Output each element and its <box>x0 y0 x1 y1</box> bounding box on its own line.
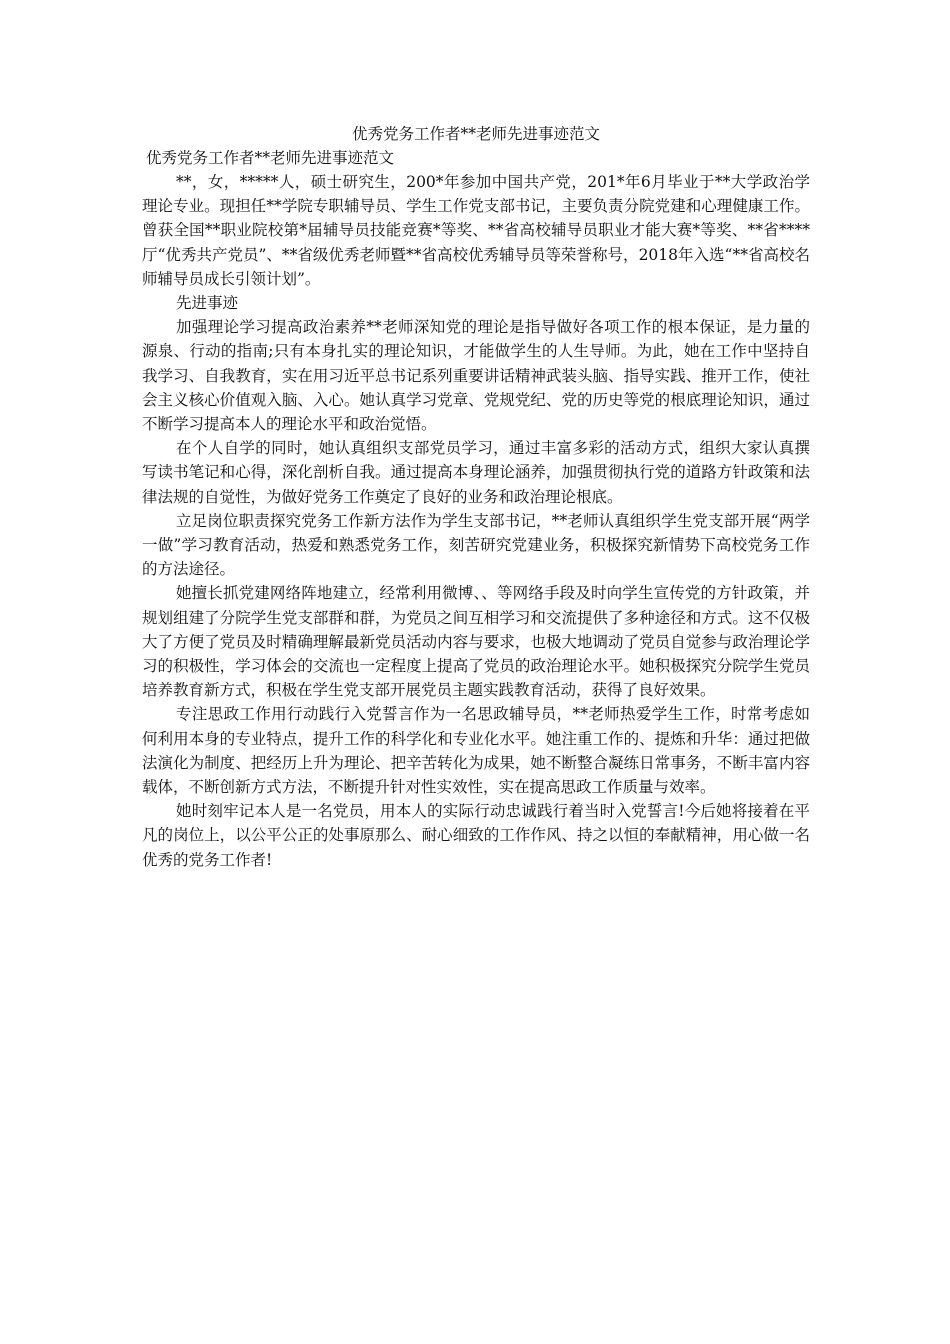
paragraph-branch-study: 在个人自学的同时，她认真组织支部党员学习，通过丰富多彩的活动方式，组织大家认真撰写读书笔记和心得，深化剖析自我。通过提高本身理论涵养，加强贯彻执行党的道路方针政策和法律法规的自觉性，为做好党务工作奠定了良好的业务和政治理论根底。 <box>142 439 810 506</box>
paragraph-ideological-work: 专注思政工作用行动践行入党誓言作为一名思政辅导员，**老师热爱学生工作，时常考虑如何利用本身的专业特点，提升工作的科学化和专业化水平。她注重工作的、提炼和升华：通过把做法演化为制度、把经历上升为理论、把辛苦转化为成果，她不断整合凝练日常事务，不断丰富内容载体，不断创新方式方法，不断提升针对性实效性，实在提高思政工作质量与效率。 <box>142 705 810 797</box>
paragraph-post-duty: 立足岗位职责探究党务工作新方法作为学生支部书记，**老师认真组织学生党支部开展“两学一做”学习教育活动，热爱和熟悉党务工作，刻苦研究党建业务，积极探究新情势下高校党务工作的方法途径。 <box>142 511 810 579</box>
paragraph-closing: 她时刻牢记本人是一名党员，用本人的实际行动忠诚践行着当时入党誓言!今后她将接着在平凡的岗位上，以公平公正的处事原那么、耐心细致的工作作风、持之以恒的奉献精神，用心做一名优秀的党务工作者! <box>142 802 810 869</box>
paragraph-network: 她擅长抓党建网络阵地建立，经常利用微博、、等网络手段及时向学生宣传党的方针政策，并规划组建了分院学生党支部群和群，为党员之间互相学习和交流提供了多种途径和方式。这不仅极大了方便了党员及时精确理解最新党员活动内容与要求，也极大地调动了党员自觉参与政治理论学习的积极性，学习体会的交流也一定程度上提高了党员的政治理论水平。她积极探究分院学生党员培养教育新方式，积极在学生党支部开展党员主题实践教育活动，获得了良好效果。 <box>142 584 810 700</box>
document-page <box>142 122 810 872</box>
paragraph-intro: **，女，*****人，硕士研究生，200*年参加中国共产党，201*年6月毕业于**大学政治学理论专业。现担任**学院专职辅导员、学生工作党支部书记，主要负责分院党建和心理健康工作。曾获全国**职业院校第*届辅导员技能竞赛*等奖、**省高校辅导员职业才能大赛*等奖、**省****厅“优秀共产党员”、**省级优秀老师暨**省高校优秀辅导员等荣誉称号，2018年入选“**省高校名师辅导员成长引领计划”。 <box>142 173 810 288</box>
document-subtitle: 优秀党务工作者**老师先进事迹范文 <box>146 149 395 167</box>
paragraph-theory-study: 加强理论学习提高政治素养**老师深知党的理论是指导做好各项工作的根本保证，是力量的源泉、行动的指南;只有本身扎实的理论知识，才能做学生的人生导师。为此，她在工作中坚持自我学习、自我教育，实在用习近平总书记系列重要讲话精神武装头脑、指导实践、推开工作，使社会主义核心价值观入脑、入心。她认真学习党章、党规党纪、党的历史等党的根底理论知识，通过不断学习提高本人的理论水平和政治觉悟。 <box>142 318 810 434</box>
section-heading: 先进事迹 <box>176 294 239 313</box>
document-title: 优秀党务工作者**老师先进事迹范文 <box>351 125 600 143</box>
